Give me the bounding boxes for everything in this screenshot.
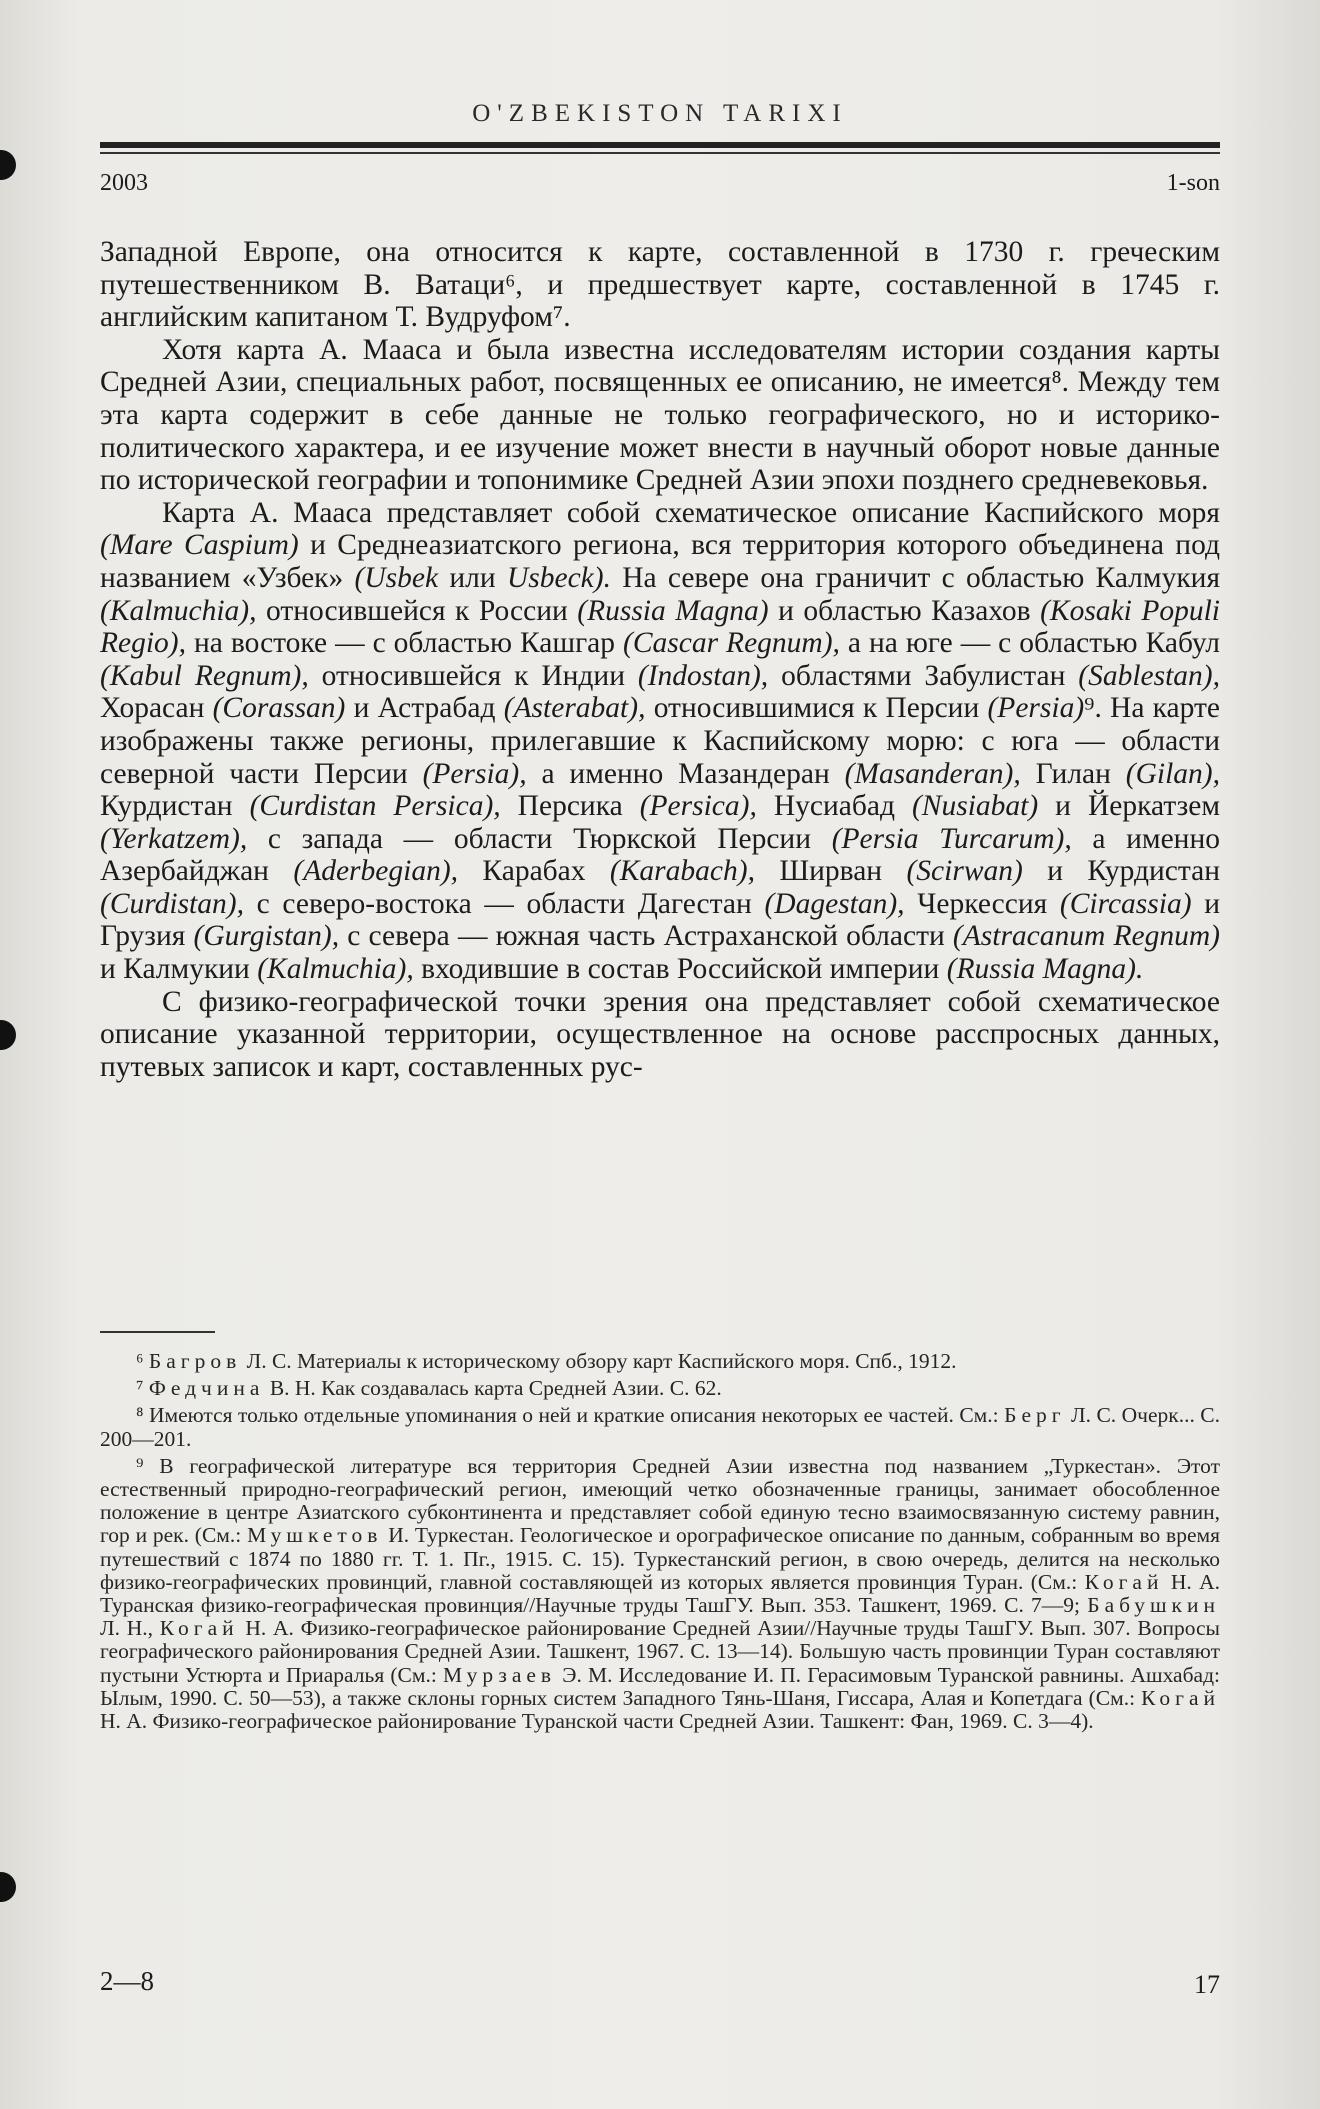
text-run: а именно Азербайджан	[100, 822, 1221, 888]
italic-term: (Persia Turcarum),	[831, 822, 1072, 855]
paragraph-2: Хотя карта А. Мааса и была известна исследователям истории создания карты Средней Азии, специальных работ, посвященных ее описанию, не имеется⁸. Между тем эта карта содержит в себе данные не только географического, но и историко-политического характера, и ее изучение может внести в научный оборот новые данные по исторической географии и топонимике Средней Азии эпохи позднего средневековья.	[100, 333, 1220, 497]
text-run: Персика	[500, 790, 640, 823]
footnote-6	[100, 1350, 1220, 1373]
text-run: Хорасан	[100, 692, 213, 725]
author-name: Мурзаев	[443, 1662, 557, 1687]
text-run: а на юге — с областью Кабул	[839, 627, 1221, 660]
text-run: Гилан	[1020, 757, 1126, 790]
page-number: 17	[1194, 1970, 1220, 1999]
footnote-separator	[100, 1331, 215, 1333]
author-name: Бабушкин	[1087, 1593, 1220, 1618]
header-rule-thick	[100, 142, 1220, 148]
italic-term: (Kalmuchia),	[100, 594, 257, 627]
text-run: Ширван	[754, 855, 907, 888]
italic-term: (Sablestan),	[1078, 659, 1221, 692]
text-run: ⁹. На карте изображены также регионы, прилегавшие к Каспийскому морю: с юга — области северной части Персии	[100, 692, 1220, 790]
text-run: Л. С. Материалы к историческому обзору карт Каспийского моря. Спб., 1912.	[241, 1349, 957, 1373]
text-run: Л. С. Очерк... С. 200—201.	[100, 1403, 1221, 1451]
text-run: относившимися к Персии	[645, 692, 988, 725]
issue-label: 1-son	[1166, 170, 1220, 196]
text-run: с севера — южная часть Астраханской области	[339, 920, 953, 953]
paragraph-3	[100, 497, 1220, 986]
footnotes	[100, 1350, 1220, 1737]
text-run: областями Забулистан	[768, 659, 1079, 692]
footnote-8	[100, 1404, 1220, 1450]
author-name: Когай	[1141, 1685, 1220, 1710]
main-text	[100, 236, 1220, 1083]
text-run: ⁶	[136, 1349, 149, 1373]
italic-term: (Kalmuchia),	[257, 953, 414, 986]
italic-term: (Cascar Regnum),	[623, 627, 840, 660]
italic-term: (Yerkatzem),	[100, 822, 248, 855]
text-run: Карабах	[458, 855, 610, 888]
italic-term: (Astracanum Regnum)	[952, 920, 1220, 953]
text-run: Черкессия	[904, 887, 1060, 920]
punch-hole-mark	[0, 1872, 16, 1902]
text-run: входившие в состав Российской империи	[413, 953, 947, 986]
italic-term: (Asterabat),	[503, 692, 646, 725]
italic-term: (Persia),	[422, 757, 527, 790]
journal-title: O'ZBEKISTON TARIXI	[472, 100, 848, 127]
author-name: Мушкетов	[247, 1523, 383, 1548]
text-run: Э. М. Исследование И. П. Герасимовым Туранской равнины. Ашхабад: Ылым, 1990. С. 50—53), а также склоны горных систем Западного Тянь-Шаня, Гиссара, Алая и Копетдага (См.:	[100, 1662, 1220, 1710]
text-run: Нусиабад	[756, 790, 912, 823]
italic-term: (Corassan)	[212, 692, 346, 725]
text-run: Курдистан	[100, 790, 250, 823]
text-run: с запада — области Тюркской Персии	[247, 822, 832, 855]
text-run: ⁹ В географической литературе вся территория Средней Азии известна под названием „Туркестан». Этот естественный природно-географический регион, имеющий четко обозначенные границы, занимает обособленное положение в центре Азиатского субконтинента и представляет собой единую тесно взаимосвязанную систему равнин, гор и рек. (См.:	[100, 1453, 1220, 1548]
header-rule-thin	[100, 152, 1220, 154]
text-run: Карта А. Мааса представляет собой схематическое описание Каспийского моря	[162, 496, 1220, 529]
italic-term: (Usbek	[354, 561, 439, 594]
paragraph-4: С физико-географической точки зрения она представляет собой схематическое описание указанной территории, осуществленное на основе расспросных данных, путевых записок и карт, составленных рус-	[100, 985, 1220, 1083]
italic-term: (Nusiabat)	[911, 790, 1039, 823]
author-name: Федчина	[148, 1376, 265, 1401]
text-run: и Грузия	[100, 887, 1220, 953]
text-run: и Калмукии	[100, 953, 258, 986]
italic-term: (Kosaki Populi Regio),	[100, 594, 1220, 660]
signature-mark: 2—8	[100, 1966, 154, 1996]
text-run: ⁷	[136, 1376, 149, 1401]
author-name: Берг	[1004, 1403, 1066, 1428]
text-run: относившейся к Индии	[308, 659, 638, 692]
text-run: или	[438, 561, 507, 594]
text-run: В. Н. Как создавалась карта Средней Азии. С. 62.	[264, 1376, 722, 1401]
italic-term: (Karabach),	[609, 855, 755, 888]
text-run: и областью Казахов	[768, 594, 1041, 627]
italic-term: (Kabul Regnum),	[100, 659, 309, 692]
author-name: Когай	[1084, 1569, 1164, 1594]
italic-term: (Dagestan),	[764, 887, 905, 920]
italic-term: (Aderbegian),	[293, 855, 459, 888]
text-run: относившейся к России	[256, 594, 578, 627]
year-label: 2003	[100, 170, 148, 196]
text-run: И. Туркестан. Геологическое и орографическое описание по данным, собранным во время путешествий с 1874 по 1880 гг. Т. 1. Пг., 1915. С. 15). Туркестанский регион, в свою очередь, делится на несколько физико-географических провинций, главной составляющей из которых является провинция Туран. (См.:	[100, 1523, 1221, 1594]
italic-term: (Curdistan),	[100, 887, 244, 920]
italic-term: (Russia Magna).	[946, 953, 1144, 986]
text-run: и Астрабад	[345, 692, 504, 725]
italic-term: (Circassia)	[1059, 887, 1192, 920]
footnote-7	[100, 1377, 1220, 1400]
author-name: Багров	[148, 1349, 242, 1373]
text-run: Н. А. Физико-географическое районирование Средней Азии//Научные труды ТашГУ. Вып. 307. Вопросы географического районирования Средней Азии. Ташкент, 1967. С. 13—14). Большую часть провинции Туран составляют пустыни Устюрта и Приаралья (См.:	[100, 1616, 1220, 1687]
footnote-9	[100, 1455, 1220, 1733]
text-run: Л. Н.,	[100, 1616, 160, 1641]
italic-term: (Curdistan Persica),	[249, 790, 501, 823]
text-run: на востоке — с областью Кашгар	[186, 627, 624, 660]
italic-term: Usbeck).	[506, 561, 611, 594]
punch-hole-mark	[0, 1020, 16, 1050]
text-run: а именно Мазандеран	[526, 757, 845, 790]
italic-term: (Masanderan),	[844, 757, 1021, 790]
text-run: Н. А. Физико-географическое районирование Туранской части Средней Азии. Ташкент: Фан, 1969. С. 3—4).	[100, 1709, 1094, 1734]
italic-term: (Gurgistan),	[193, 920, 340, 953]
italic-term: (Persia)	[987, 692, 1085, 725]
author-name: Когай	[159, 1616, 239, 1641]
italic-term: (Russia Magna)	[577, 594, 769, 627]
paragraph-1: Западной Европе, она относится к карте, составленной в 1730 г. греческим путешественником В. Ватаци⁶, и предшествует карте, составленной в 1745 г. английским капитаном Т. Вудруфом⁷.	[100, 236, 1220, 334]
italic-term: (Scirwan)	[906, 855, 1023, 888]
text-run: На севере она граничит с областью Калмукия	[610, 561, 1221, 594]
italic-term: (Gilan),	[1125, 757, 1220, 790]
italic-term: (Mare Caspium)	[100, 529, 299, 562]
text-run: с северо-востока — области Дагестан	[243, 887, 765, 920]
punch-hole-mark	[0, 150, 16, 180]
text-run: и Курдистан	[1022, 855, 1221, 888]
italic-term: (Indostan),	[637, 659, 769, 692]
italic-term: (Persica),	[639, 790, 757, 823]
text-run: ⁸ Имеются только отдельные упоминания о ней и краткие описания некоторых ее частей. См.:	[136, 1403, 1005, 1428]
text-run: и Йеркатзем	[1038, 790, 1220, 823]
text-run: Н. А. Туранская физико-географическая провинция//Научные труды ТашГУ. Вып. 353. Ташкент, 1969. С. 7—9;	[100, 1569, 1220, 1618]
text-run: и Среднеазиатского региона, вся территория которого объединена под названием «Узбек»	[100, 529, 1220, 594]
